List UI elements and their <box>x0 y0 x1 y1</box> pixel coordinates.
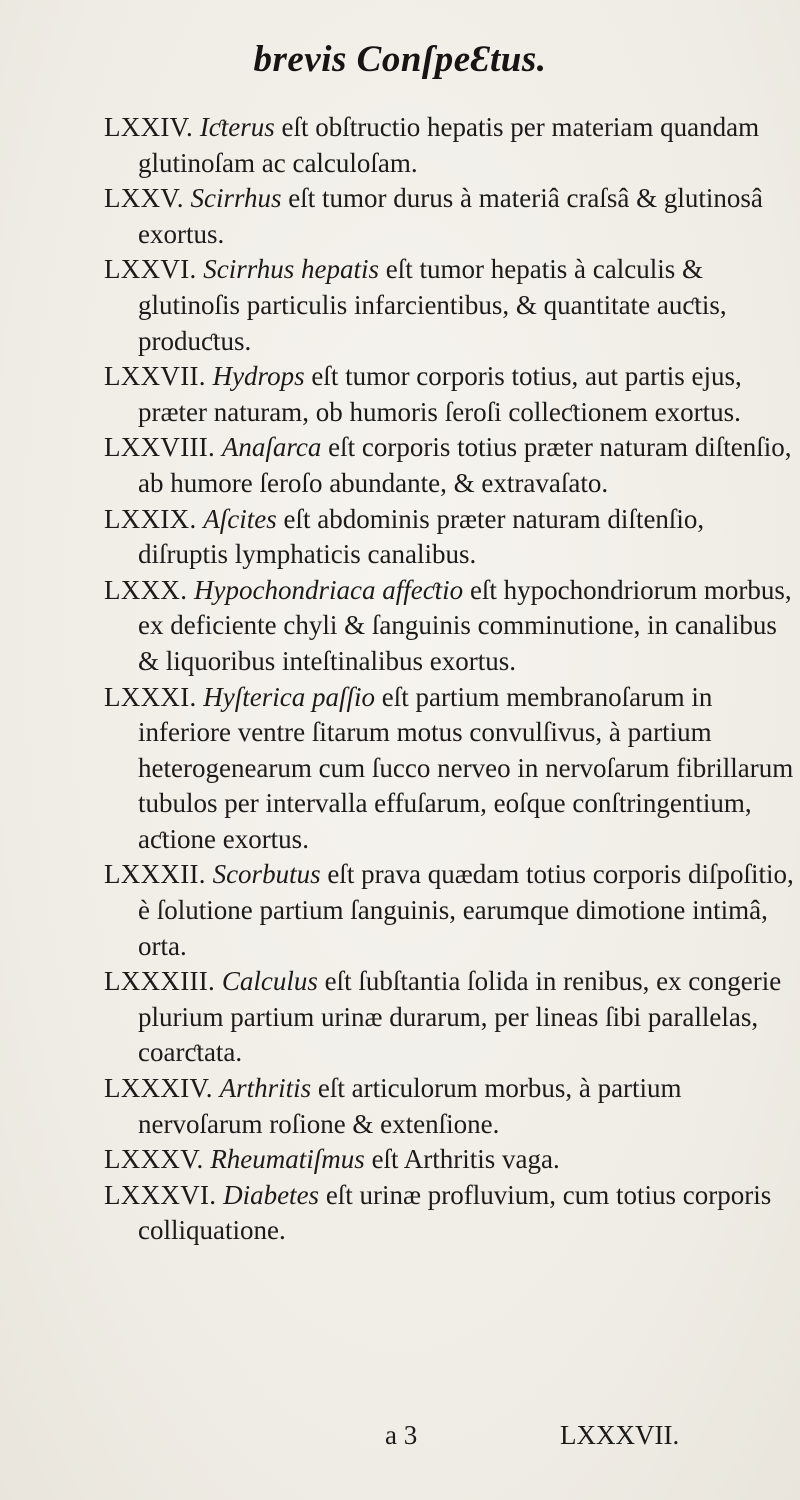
entry-number: LXXVI. <box>104 254 197 285</box>
definition-entry <box>104 573 794 680</box>
entry-term: Calculus <box>221 966 318 997</box>
page-footer <box>0 1420 800 1460</box>
entry-term: Iƈterus <box>199 112 275 142</box>
definition-entry <box>104 680 794 858</box>
entry-number: LXXXI. <box>104 681 197 712</box>
entry-term: Diabetes <box>223 1179 320 1210</box>
entry-text: eſt abdominis præter naturam diſtenſio, diſruptis lymphaticis canalibus. <box>138 503 705 570</box>
entry-text: eſt corporis totius præter naturam diſtenſio, ab humore ſeroſo abundante, & extravaſato. <box>138 432 792 498</box>
definition-entry <box>104 110 794 181</box>
entry-number: LXXXII. <box>104 859 206 890</box>
entry-term: Scirrhus <box>190 183 282 214</box>
entry-text: eſt articulorum morbus, à partium nervoſarum roſione & extenſione. <box>138 1073 682 1139</box>
entry-number: LXXXIV. <box>104 1073 213 1104</box>
entry-number: LXXXV. <box>104 1144 204 1175</box>
definition-entry <box>104 359 794 430</box>
entry-term: Anaſarca <box>221 432 322 463</box>
definition-entry <box>104 502 794 573</box>
entry-number: LXXIV. <box>104 112 194 142</box>
entry-term: Scirrhus hepatis <box>203 254 380 285</box>
entry-term: Rheumatiſmus <box>210 1144 365 1175</box>
entry-text: eſt obſtructio hepatis per materiam quandam glutinoſam ac calculoſam. <box>138 112 760 178</box>
entry-text: eſt Arthritis vaga. <box>371 1144 560 1175</box>
entry-term: Hyſterica paſſio <box>203 681 375 712</box>
entry-term: Hypochondriaca affeƈtio <box>194 574 464 605</box>
definition-entry <box>104 1178 794 1249</box>
definition-entry <box>104 857 794 964</box>
entry-text: eſt prava quædam totius corporis diſpoſitio, è ſolutione partium ſanguinis, earumque dimotione intimâ, orta. <box>138 859 794 961</box>
definition-entry <box>104 1142 794 1178</box>
catchword: LXXXVII. <box>560 1420 680 1450</box>
entry-number: LXXVIII. <box>104 432 216 463</box>
definition-entry <box>104 964 794 1071</box>
entry-text: eſt tumor corporis totius, aut partis ejus, præter naturam, ob humoris ſeroſi colleƈtionem exortus. <box>138 361 742 427</box>
entry-term: Scorbutus <box>212 859 321 890</box>
entry-term: Hydrops <box>212 361 305 392</box>
definition-entry <box>104 1071 794 1142</box>
running-header: brevis ConſpeƐtus. <box>253 39 547 80</box>
entry-text: eſt tumor durus à materiâ craſsâ & glutinosâ exortus. <box>138 183 763 249</box>
entry-number: LXXV. <box>104 183 184 214</box>
entry-number: LXXIX. <box>104 503 197 534</box>
definition-entry <box>104 430 794 501</box>
entry-number: LXXXIII. <box>104 966 216 997</box>
entry-text: eſt urinæ profluvium, cum totius corporis colliquatione. <box>138 1179 772 1246</box>
entry-number: LXXX. <box>104 574 188 605</box>
signature-mark: a 3 <box>385 1420 418 1450</box>
entry-text: eſt hypochondriorum morbus, ex deficiente chyli & ſanguinis comminutione, in canalibus & liquoribus inteſtinalibus exortus. <box>138 574 792 676</box>
entry-term: Arthritis <box>219 1073 312 1104</box>
entry-number: LXXXVI. <box>104 1179 217 1210</box>
definition-entry <box>104 181 794 252</box>
entry-text: eſt tumor hepatis à calculis & glutinoſis particulis infarcientibus, & quantitate auƈtis, produƈtus. <box>138 254 727 356</box>
definitions-list <box>104 110 794 1249</box>
entry-term: Aſcites <box>203 503 277 534</box>
entry-text: eſt partium membranoſarum in inferiore ventre ſitarum motus convulſivus, à partium heterogenearum cum ſucco nerveo in nervoſarum fibrillarum tubulos per intervalla effuſarum, eoſque conſtringentium, aƈtione exortus. <box>138 681 794 854</box>
definition-entry <box>104 252 794 359</box>
entry-number: LXXVII. <box>104 361 206 392</box>
entry-text: eſt ſubſtantia ſolida in renibus, ex congerie plurium partium urinæ durarum, per lineas ſibi parallelas, coarƈtata. <box>138 966 782 1068</box>
